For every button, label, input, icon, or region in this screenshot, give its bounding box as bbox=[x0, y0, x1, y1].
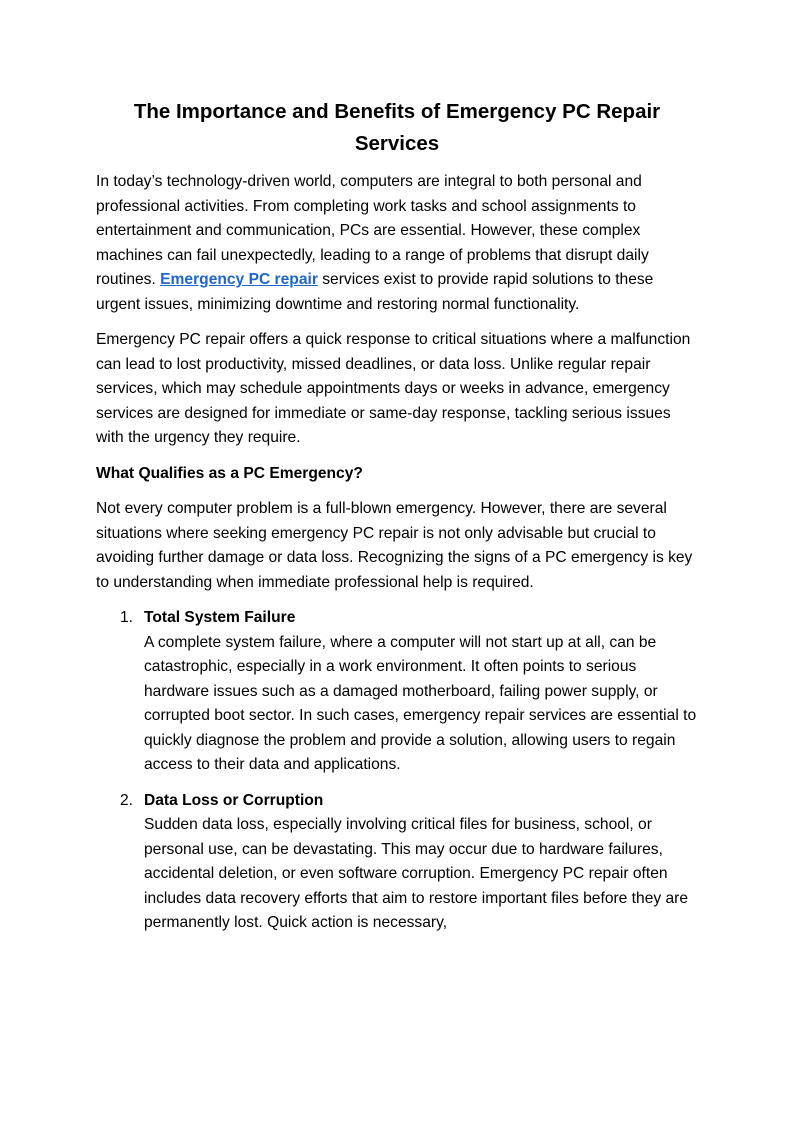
list-item-number: 1. bbox=[120, 609, 134, 626]
list-item bbox=[96, 606, 698, 778]
list-item-title: Data Loss or Corruption bbox=[144, 791, 324, 809]
emergency-pc-repair-link[interactable]: Emergency PC repair bbox=[160, 271, 318, 288]
list-item bbox=[96, 789, 698, 936]
document-page bbox=[96, 96, 698, 947]
emergency-signs-paragraph: Not every computer problem is a full-blown emergency. However, there are several situations where seeking emergency PC repair is not only advisable but crucial to avoiding further damage or data loss. Recognizing the signs of a PC emergency is key to understanding when immediate professional help is required. bbox=[96, 500, 693, 591]
intro-paragraph bbox=[96, 170, 698, 317]
list-item-body: Sudden data loss, especially involving critical files for business, school, or personal use, can be devastating. This may occur due to hardware failures, accidental deletion, or even software corruption. Emergency PC repair often includes data recovery efforts that aim to restore important files before they are permanently lost. Quick action is necessary, bbox=[144, 816, 689, 931]
page-title: The Importance and Benefits of Emergency PC Repair Services bbox=[133, 100, 661, 155]
section-heading: What Qualifies as a PC Emergency? bbox=[96, 464, 363, 482]
list-item-body: A complete system failure, where a computer will not start up at all, can be catastrophic, especially in a work environment. It often points to serious hardware issues such as a damaged motherboard, failing power supply, or corrupted boot sector. In such cases, emergency repair services are essential to quickly diagnose the problem and provide a solution, allowing users to regain access to their data and applications. bbox=[144, 633, 697, 773]
response-paragraph: Emergency PC repair offers a quick response to critical situations where a malfunction can lead to lost productivity, missed deadlines, or data loss. Unlike regular repair services, which may schedule appointments days or weeks in advance, emergency services are designed for immediate or same-day response, tackling serious issues with the urgency they require. bbox=[96, 331, 691, 446]
intro-text-before-link: In today’s technology-driven world, computers are integral to both personal and professional activities. From completing work tasks and school assignments to entertainment and communication, PCs are essential. However, these complex machines can fail unexpectedly, leading to a range of problems that disrupt daily routines. bbox=[96, 173, 649, 288]
intro-text-after-link: services exist to provide rapid solutions to these urgent issues, minimizing downtime and restoring normal functionality. bbox=[96, 271, 654, 313]
list-item-title: Total System Failure bbox=[144, 609, 296, 626]
emergency-list bbox=[96, 606, 698, 936]
list-item-number: 2. bbox=[120, 791, 134, 809]
